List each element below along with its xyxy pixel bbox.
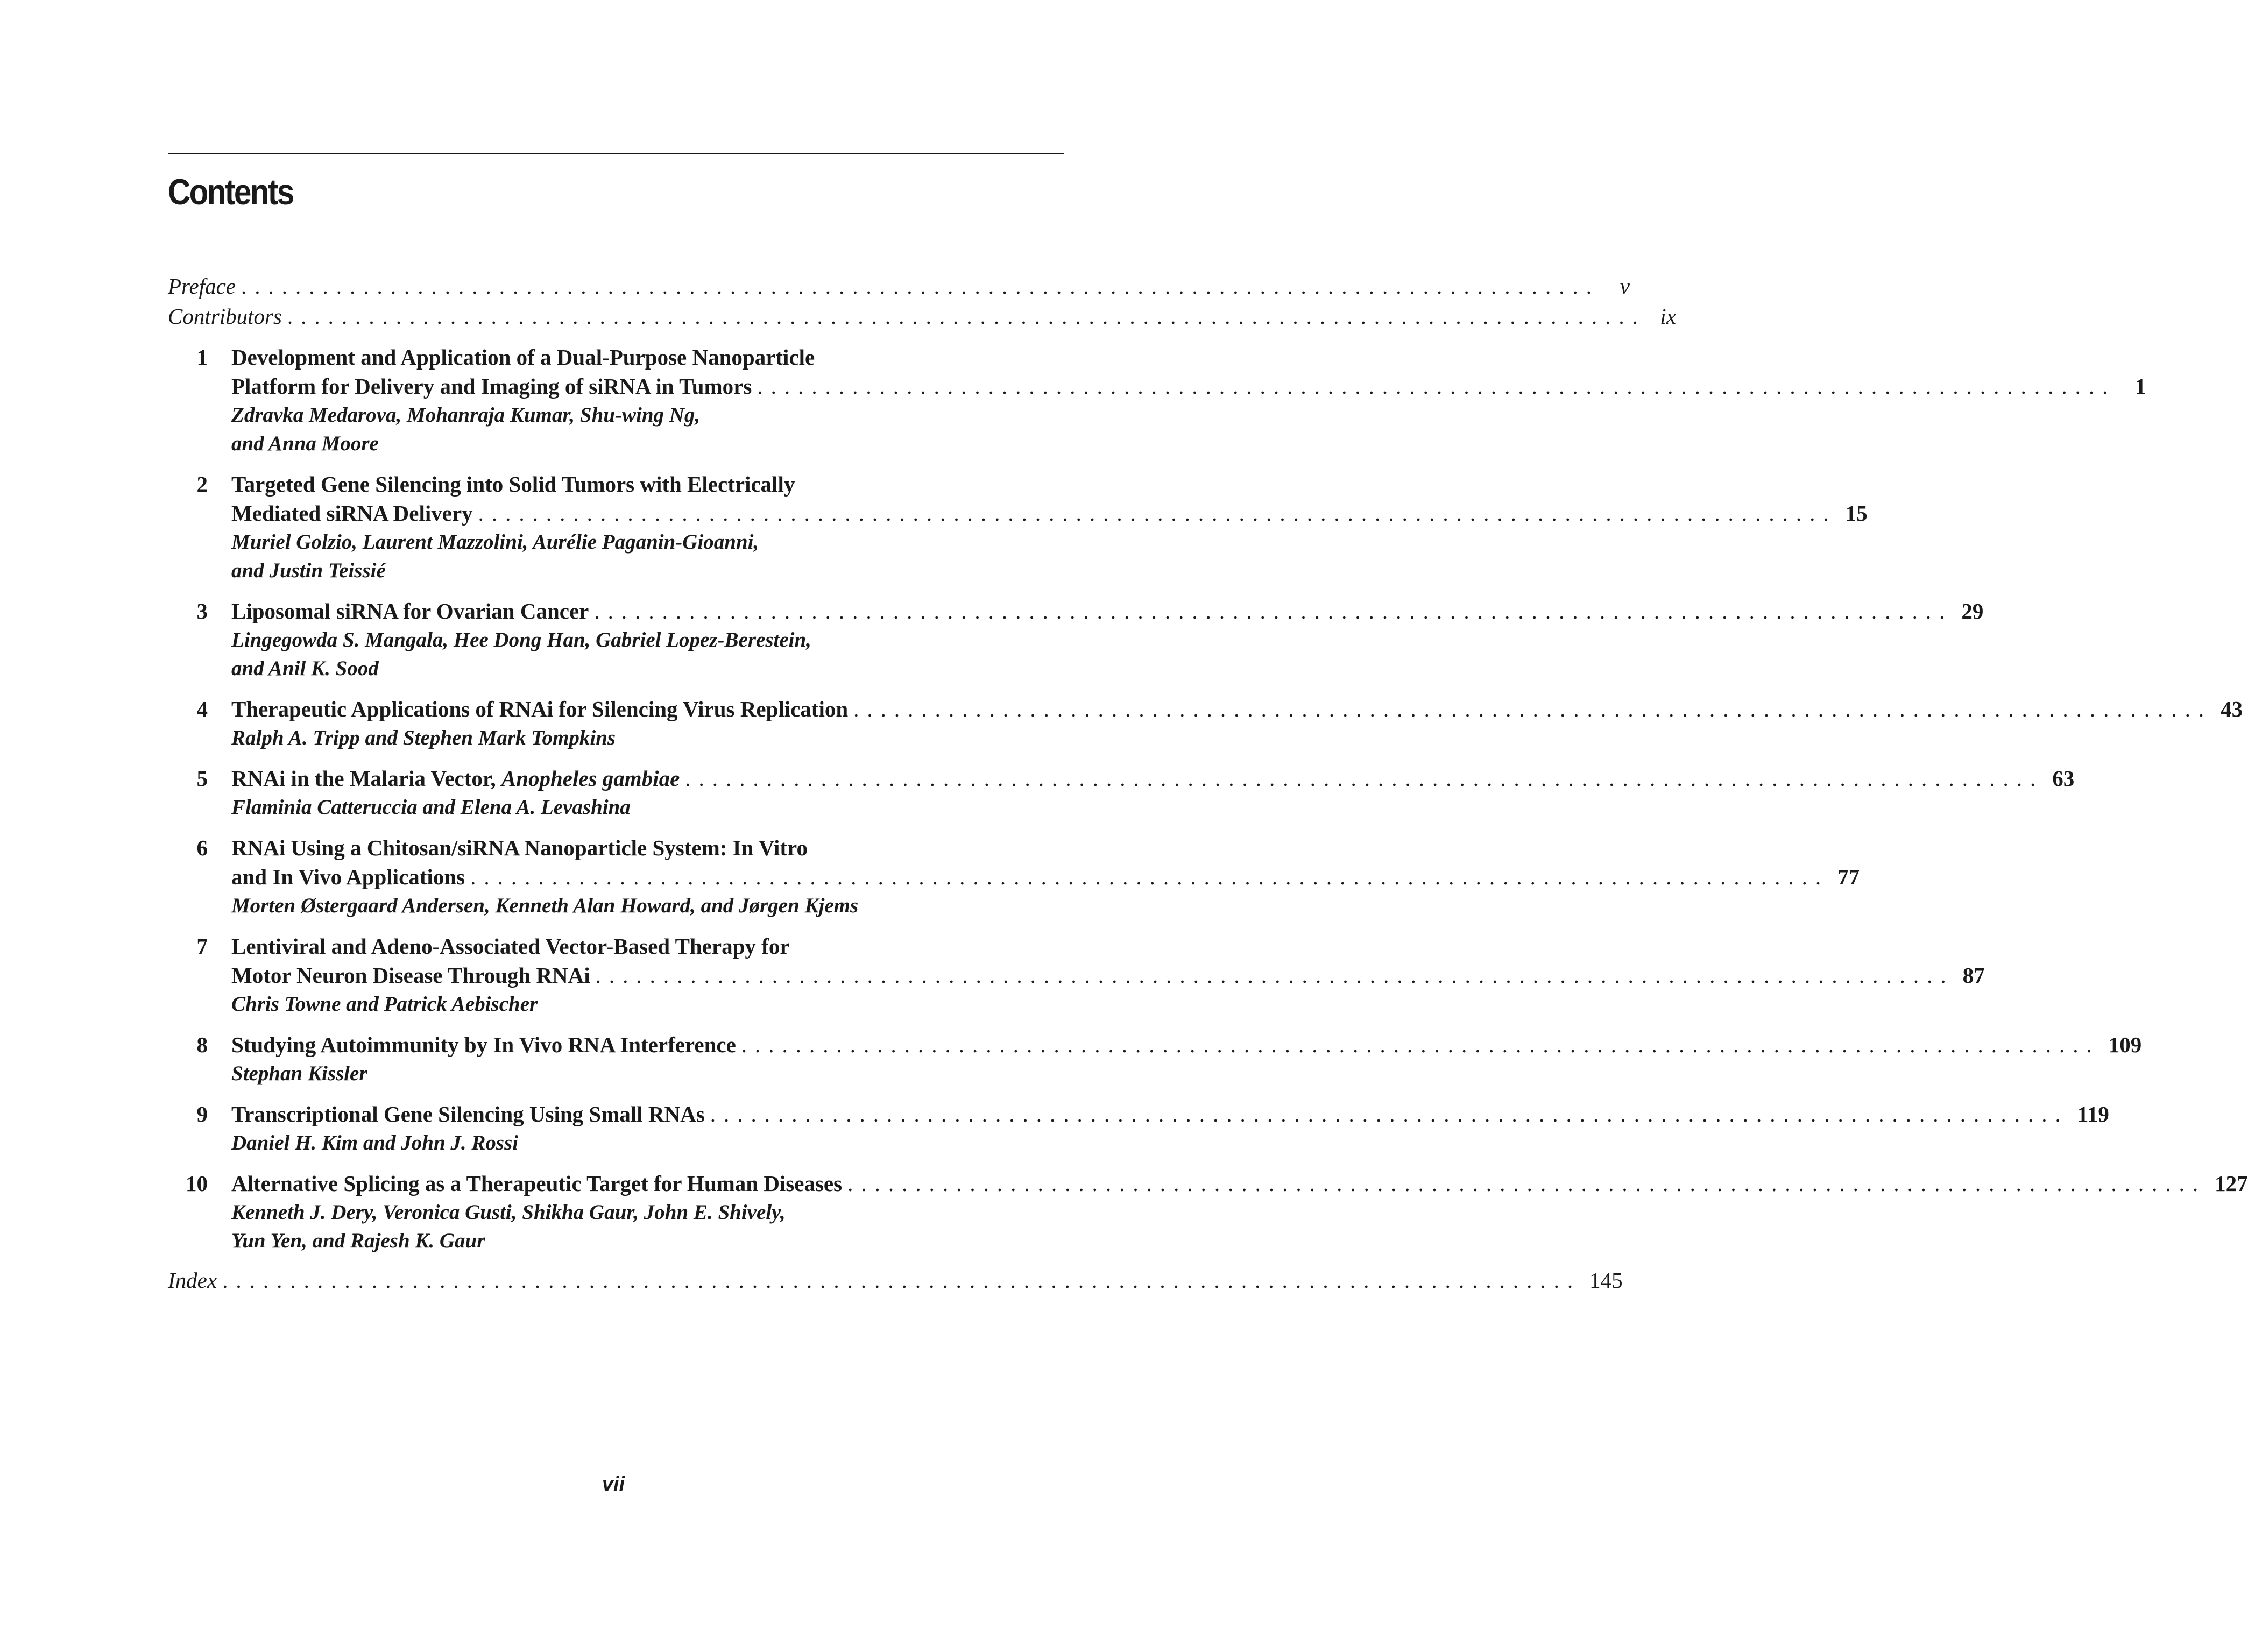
chapter-number: 9 <box>196 1102 208 1126</box>
entry-page: ix <box>1660 304 1676 329</box>
chapter-page: 29 <box>1961 599 1984 623</box>
chapter-title-text: RNAi in the Malaria Vector, <box>231 766 501 791</box>
chapter-number: 4 <box>196 697 208 721</box>
leader-dots: .................................................................................................... <box>847 1171 2207 1196</box>
chapter-title-line: Therapeutic Applications of RNAi for Silencing Virus Replication <box>231 697 849 721</box>
table-of-contents <box>168 272 2248 1295</box>
leader-dots: .................................................................................................... <box>685 766 2044 791</box>
toc-entry-chapter-5[interactable] <box>168 764 2075 821</box>
top-rule <box>168 153 1064 154</box>
chapter-title-line: RNAi Using a Chitosan/siRNA Nanoparticle System: In Vitro <box>231 835 808 860</box>
entry-title: Contributors <box>168 304 282 329</box>
chapter-page: 127 <box>2215 1171 2248 1196</box>
entry-title: Index <box>168 1268 217 1293</box>
chapter-authors: Yun Yen, and Rajesh K. Gaur <box>231 1229 485 1252</box>
leader-dots: .................................................................................................... <box>595 963 1954 988</box>
chapter-authors: Stephan Kissler <box>231 1062 367 1085</box>
toc-entry-chapter-3[interactable] <box>168 597 1984 683</box>
leader-dots: .................................................................................................... <box>594 599 1953 623</box>
entry-title: Preface <box>168 274 236 299</box>
chapter-title-line: Motor Neuron Disease Through RNAi <box>231 963 590 988</box>
chapter-authors: Kenneth J. Dery, Veronica Gusti, Shikha Gaur, John E. Shively, <box>231 1201 786 1224</box>
leader-dots: .................................................................................................... <box>710 1102 2069 1126</box>
chapter-title-line: and In Vivo Applications <box>231 864 465 889</box>
chapter-title-line: Studying Autoimmunity by In Vivo RNA Interference <box>231 1032 736 1057</box>
chapter-authors: Zdravka Medarova, Mohanraja Kumar, Shu-wing Ng, <box>231 403 701 427</box>
chapter-authors: Chris Towne and Patrick Aebischer <box>231 992 538 1016</box>
chapter-number: 2 <box>196 472 208 497</box>
toc-entry-chapter-4[interactable] <box>168 694 2243 752</box>
chapter-number: 1 <box>196 345 208 370</box>
toc-entry-chapter-6[interactable] <box>168 833 1860 920</box>
chapter-page: 87 <box>1962 963 1985 988</box>
chapter-authors: Muriel Golzio, Laurent Mazzolini, Aurélie Paganin-Gioanni, <box>231 530 759 554</box>
chapter-page: 119 <box>2077 1102 2109 1126</box>
chapter-number: 7 <box>196 934 208 959</box>
chapter-page: 15 <box>1845 501 1868 526</box>
page-heading: Contents <box>168 172 293 212</box>
chapter-page: 1 <box>2134 374 2146 399</box>
toc-entry-index[interactable] <box>168 1266 1623 1295</box>
chapter-authors: Flaminia Catteruccia and Elena A. Levashina <box>231 796 631 819</box>
chapter-page: 109 <box>2108 1032 2142 1057</box>
leader-dots: .................................................................................................... <box>287 304 1646 329</box>
chapter-authors: and Anna Moore <box>231 432 379 455</box>
chapter-authors: and Justin Teissié <box>231 559 386 582</box>
chapter-title-line: Transcriptional Gene Silencing Using Small RNAs <box>231 1102 705 1126</box>
chapter-title-line: Mediated siRNA Delivery <box>231 501 473 526</box>
toc-entry-chapter-10[interactable] <box>168 1169 2248 1255</box>
chapter-authors: Daniel H. Kim and John J. Rossi <box>231 1131 519 1154</box>
chapter-number: 10 <box>186 1171 208 1196</box>
leader-dots: .................................................................................................... <box>222 1268 1581 1293</box>
toc-entry-chapter-8[interactable] <box>168 1030 2142 1088</box>
toc-entry-contributors[interactable] <box>168 302 1676 331</box>
leader-dots: .................................................................................................... <box>241 274 1600 299</box>
chapter-authors: Lingegowda S. Mangala, Hee Dong Han, Gabriel Lopez-Berestein, <box>231 628 811 651</box>
chapter-number: 6 <box>196 835 208 860</box>
chapter-authors: Ralph A. Tripp and Stephen Mark Tompkins <box>231 726 616 749</box>
chapter-page: 43 <box>2221 697 2243 721</box>
toc-entry-chapter-2[interactable] <box>168 470 1868 585</box>
chapter-title-line: Targeted Gene Silencing into Solid Tumors with Electrically <box>231 472 795 497</box>
chapter-title-line: Alternative Splicing as a Therapeutic Target for Human Diseases <box>231 1171 843 1196</box>
chapter-number: 3 <box>196 599 208 623</box>
entry-page: 145 <box>1589 1268 1623 1293</box>
chapter-title-line: Liposomal siRNA for Ovarian Cancer <box>231 599 589 623</box>
page-number: vii <box>602 1473 625 1495</box>
leader-dots: .................................................................................................... <box>741 1032 2100 1057</box>
toc-entry-preface[interactable] <box>168 272 1630 301</box>
chapter-number: 5 <box>196 766 208 791</box>
chapter-title-line: Platform for Delivery and Imaging of siRNA in Tumors <box>231 374 752 399</box>
leader-dots: .................................................................................................... <box>757 374 2116 399</box>
chapter-page: 63 <box>2052 766 2075 791</box>
leader-dots: .................................................................................................... <box>853 697 2212 721</box>
chapter-title-line <box>231 764 680 793</box>
chapter-authors: Morten Østergaard Andersen, Kenneth Alan Howard, and Jørgen Kjems <box>231 894 859 917</box>
leader-dots: .................................................................................................... <box>478 501 1837 526</box>
toc-entry-chapter-7[interactable] <box>168 932 1985 1018</box>
chapter-title-line: Lentiviral and Adeno-Associated Vector-Based Therapy for <box>231 934 790 959</box>
chapter-page: 77 <box>1837 864 1860 889</box>
chapter-authors: and Anil K. Sood <box>231 657 379 680</box>
toc-entry-chapter-9[interactable] <box>168 1100 2109 1157</box>
entry-page: v <box>1620 274 1630 299</box>
chapter-number: 8 <box>196 1032 208 1057</box>
leader-dots: .................................................................................................... <box>470 864 1829 889</box>
chapter-title-line: Development and Application of a Dual-Purpose Nanoparticle <box>231 345 815 370</box>
chapter-title-species: Anopheles gambiae <box>501 766 680 791</box>
toc-entry-chapter-1[interactable] <box>168 343 2146 458</box>
